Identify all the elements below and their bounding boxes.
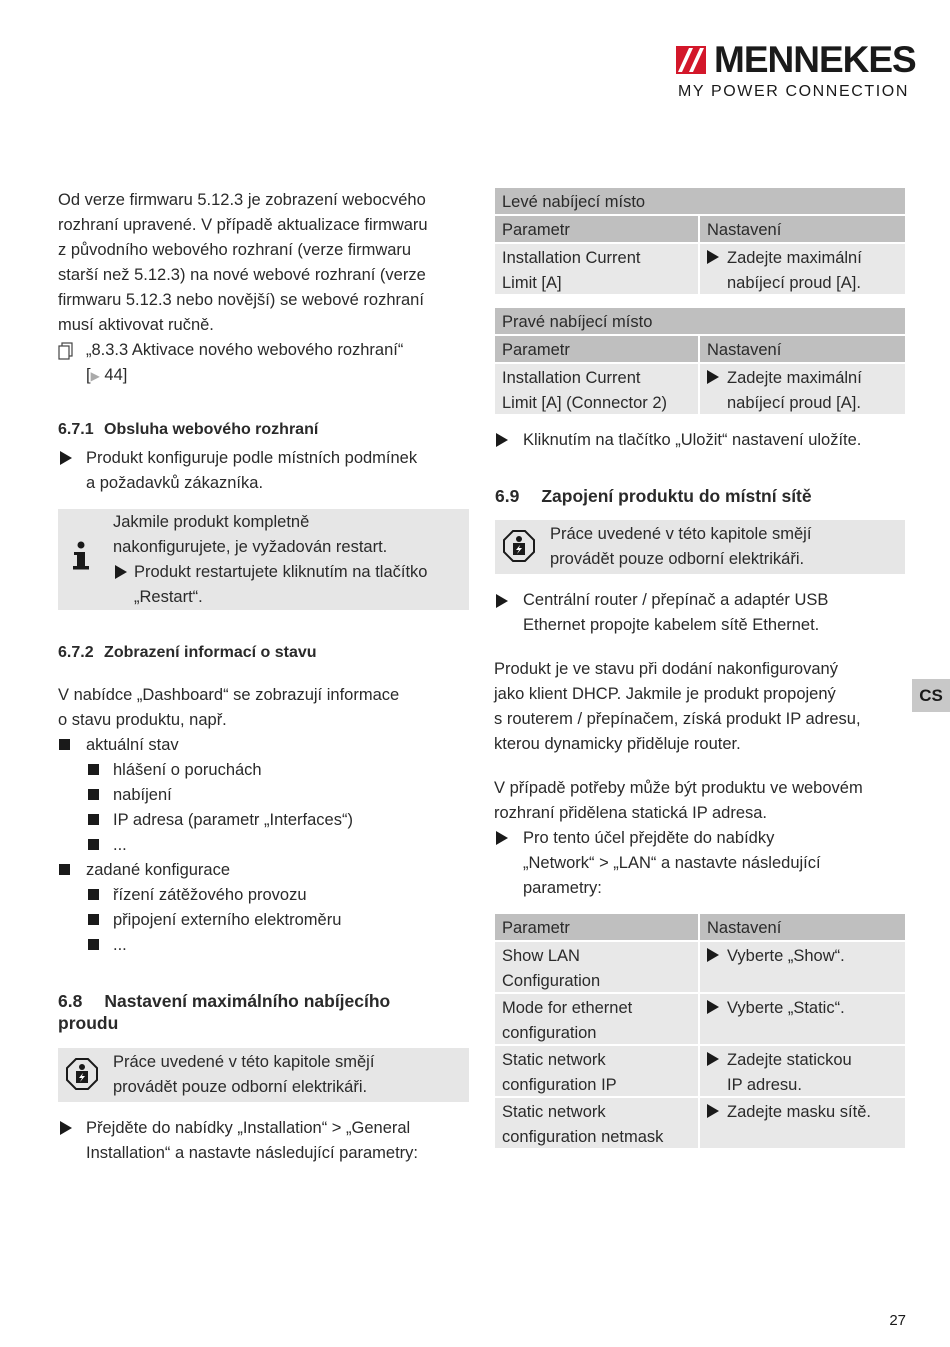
ref-bracket: [ [86,366,91,384]
text-line: s routerem / přepínačem, získá produkt IP adresu, [494,710,861,728]
section-number: 6.8 [58,991,83,1011]
table-cell-value [700,364,905,414]
table-title: Pravé nabíjecí místo [495,308,905,334]
section-title-cont: proudu [58,1013,119,1033]
language-tab [912,679,950,712]
list-item: ... [113,836,127,854]
ref-page: 44] [99,366,128,384]
text-line: nabíjecí proud [A]. [727,394,861,412]
table-cell-param [495,942,698,992]
text-line: „Network“ > „LAN“ a nastavte následující [523,854,821,872]
action-bullet-icon [60,451,72,465]
action-bullet-icon [496,594,508,608]
brand-name: MENNEKES [714,39,916,80]
action-text [523,588,908,638]
text-line: Ethernet propojte kabelem sítě Ethernet. [523,616,820,634]
text-line: Configuration [502,972,601,990]
list-item: řízení zátěžového provozu [113,886,307,904]
brand-logo [676,39,916,102]
table-cell-value [700,942,905,992]
text-line: Produkt restartujete kliknutím na tlačítko [134,563,428,581]
text-line: configuration netmask [502,1128,664,1146]
text-line: starší než 5.12.3) na nové webové rozhraní (verze [58,266,426,284]
text-line: Vyberte „Show“. [727,947,845,965]
action-bullet-icon [707,370,719,384]
table-cell-param [495,364,698,414]
table-header-value: Nastavení [700,336,905,362]
text-line: Zadejte maximální [727,369,862,387]
static-ip-paragraph [494,776,906,826]
section-heading-6-9 [495,485,905,507]
bullet-square-icon [88,764,99,775]
text-line: a požadavků zákazníka. [86,474,264,492]
list-item: aktuální stav [86,736,179,754]
text-line: Installation“ a nastavte následující parametry: [86,1144,419,1162]
info-box [58,509,469,610]
text-line: Vyberte „Static“. [727,999,845,1017]
electrician-warning-box [495,520,905,574]
ref-title: „8.3.3 Aktivace nového webového rozhraní“ [86,341,404,359]
text-line: Zadejte statickou [727,1051,852,1069]
text-line: Zadejte maximální [727,249,862,267]
intro-paragraph [58,188,468,338]
table-cell-value [700,244,905,294]
section-heading-6-8 [58,990,468,1034]
table-cell-value [700,994,905,1044]
action-text [523,826,908,901]
section-number: 6.7.2 [58,644,94,661]
text-line: z původního webového rozhraní (verze firmwaru [58,241,412,259]
bullet-square-icon [88,839,99,850]
action-bullet-icon [707,948,719,962]
table-cell-value [700,1046,905,1096]
action-bullet-icon [496,831,508,845]
bullet-square-icon [88,814,99,825]
text-line: rozhraní přidělena statická IP adresa. [494,804,768,822]
text-line: Show LAN [502,947,580,965]
text-line: V případě potřeby může být produktu ve webovém [494,779,863,797]
section-title: Obsluha webového rozhraní [104,421,319,438]
brand-tagline: MY POWER CONNECTION [678,83,910,100]
list-item: zadané konfigurace [86,861,231,879]
text-line: firmwaru 5.12.3 nebo novější) se webové rozhraní [58,291,424,309]
text-line: Produkt konfiguruje podle místních podmínek [86,449,418,467]
text-line: Produkt je ve stavu při dodání nakonfigurovaný [494,660,838,678]
table-header-value: Nastavení [700,914,905,940]
text-line: provádět pouze odborní elektrikáři. [113,1078,368,1096]
page-number: 27 [889,1312,906,1329]
list-item: hlášení o poruchách [113,761,262,779]
bullet-square-icon [88,889,99,900]
text-line: Installation Current [502,249,641,267]
table-cell-param [495,1098,698,1148]
save-instruction: Kliknutím na tlačítko „Uložit“ nastavení uložíte. [523,431,862,449]
text-line: rozhraní upravené. V případě aktualizace firmwaru [58,216,428,234]
table-title: Levé nabíjecí místo [495,188,905,214]
electrician-icon [66,1058,98,1090]
table-header-param: Parametr [495,336,698,362]
text-line: Od verze firmwaru 5.12.3 je zobrazení webocvého [58,191,426,209]
action-bullet-icon [707,1104,719,1118]
dashboard-paragraph [58,683,468,733]
cross-reference-link[interactable] [86,338,466,389]
text-line: Mode for ethernet [502,999,633,1017]
document-ref-icon [58,342,74,360]
text-line: V nabídce „Dashboard“ se zobrazují informace [58,686,400,704]
action-text [86,446,466,496]
text-line: Static network [502,1103,606,1121]
text-line: nakonfigurujete, je vyžadován restart. [113,538,388,556]
mennekes-logo-icon [676,46,706,74]
action-bullet-icon [707,250,719,264]
text-line: Jakmile produkt kompletně [113,513,310,531]
list-item: nabíjení [113,786,172,804]
bullet-square-icon [59,864,70,875]
bullet-square-icon [88,914,99,925]
info-icon [72,541,90,571]
section-number: 6.9 [495,486,520,506]
text-line: Práce uvedené v této kapitole smějí [550,525,812,543]
text-line: kterou dynamicky přiděluje router. [494,735,741,753]
action-bullet-icon [707,1052,719,1066]
text-line: IP adresu. [727,1076,802,1094]
section-number: 6.7.1 [58,421,94,438]
action-bullet-icon [496,433,508,447]
language-code: CS [919,686,943,705]
page-arrow-icon: ▶ [90,369,100,383]
table-cell-value [700,1098,905,1148]
electrician-icon [503,530,535,562]
text-line: Static network [502,1051,606,1069]
text-line: o stavu produktu, např. [58,711,227,729]
action-text [86,1116,468,1166]
table-cell-param [495,994,698,1044]
section-heading-6-7-1 [58,421,318,439]
text-line: musí aktivovat ručně. [58,316,214,334]
text-line: „Restart“. [134,588,203,606]
text-line: configuration IP [502,1076,617,1094]
text-line: parametry: [523,879,602,897]
list-item: ... [113,936,127,954]
text-line: nabíjecí proud [A]. [727,274,861,292]
section-title: Nastavení maximálního nabíjecího [104,991,391,1011]
text-line: Installation Current [502,369,641,387]
dhcp-paragraph [494,657,904,757]
text-line: Zadejte masku sítě. [727,1103,871,1121]
action-bullet-icon [707,1000,719,1014]
text-line: Limit [A] (Connector 2) [502,394,668,412]
text-line: provádět pouze odborní elektrikáři. [550,550,805,568]
section-title: Zobrazení informací o stavu [104,644,317,661]
section-heading-6-7-2 [58,644,317,662]
electrician-warning-box [58,1048,469,1102]
text-line: Centrální router / přepínač a adaptér USB [523,591,829,609]
action-bullet-icon [60,1121,72,1135]
table-cell-param [495,1046,698,1096]
text-line: Přejděte do nabídky „Installation“ > „General [86,1119,411,1137]
text-line: Pro tento účel přejděte do nabídky [523,829,775,847]
section-title: Zapojení produktu do místní sítě [541,486,812,506]
bullet-square-icon [59,739,70,750]
action-bullet-icon [115,565,127,579]
list-item: IP adresa (parametr „Interfaces“) [113,811,353,829]
text-line: Limit [A] [502,274,562,292]
table-header-param: Parametr [495,216,698,242]
text-line: configuration [502,1024,597,1042]
bullet-square-icon [88,939,99,950]
table-header-value: Nastavení [700,216,905,242]
bullet-square-icon [88,789,99,800]
text-line: Práce uvedené v této kapitole smějí [113,1053,375,1071]
text-line: jako klient DHCP. Jakmile je produkt propojený [494,685,836,703]
table-cell-param [495,244,698,294]
table-header-param: Parametr [495,914,698,940]
list-item: připojení externího elektroměru [113,911,342,929]
